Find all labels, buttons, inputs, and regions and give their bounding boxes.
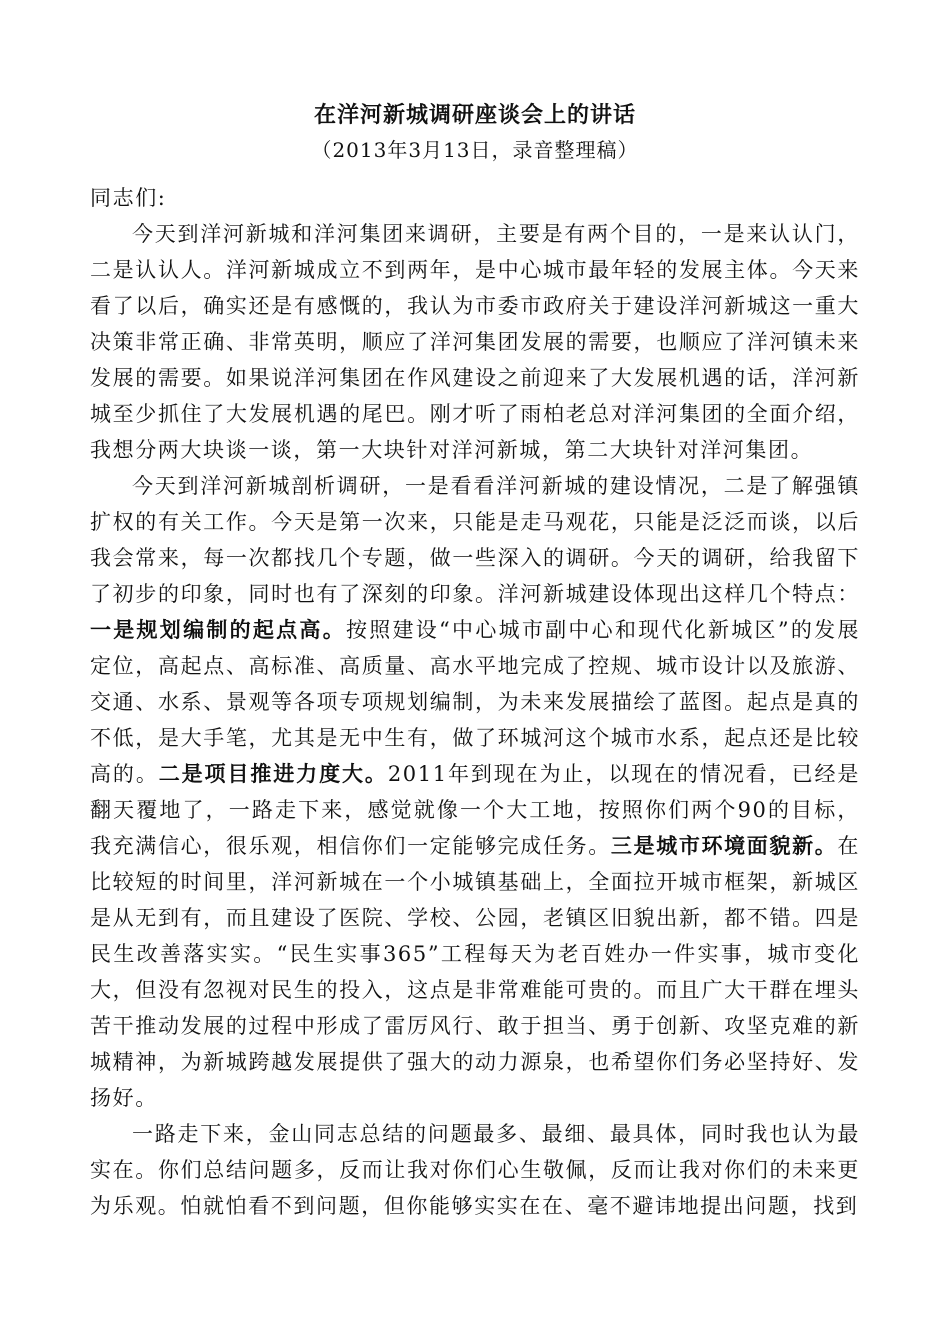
paragraph-2-intro: 今天到洋河新城剖析调研，一是看看洋河新城的建设情况，二是了解强镇扩权的有关工作。今天是第一次来，只能是走马观花，只能是泛泛而谈，以后我会常来，每一次都找几个专题，做一些深入的调研。今天的调研，给我留下了初步的印象，同时也有了深刻的印象。洋河新城建设体现出这样几个特点： <box>90 474 860 606</box>
salutation: 同志们: <box>90 186 167 210</box>
point-3-heading: 三是城市环境面貌新。 <box>610 833 838 858</box>
point-1-heading: 一是规划编制的起点高。 <box>90 617 346 642</box>
point-1-text: 按照建设“中心城市副中心和现代化新城区”的发展定位，高起点、高标准、高质量、高水平地完成了控规、城市设计以及旅游、交通、水系、景观等各项专项规划编制，为未来发展描绘了蓝图。起点是真的不低，是大手笔，尤其是无中生有，做了环城河这个城市水系，起点还是比较高的。 <box>90 618 860 786</box>
document-subtitle: （2013年3月13日，录音整理稿） <box>311 138 639 162</box>
document-body <box>90 180 860 1224</box>
paragraph-2 <box>90 468 860 1116</box>
paragraph-3: 一路走下来，金山同志总结的问题最多、最细、最具体，同时我也认为最实在。你们总结问题多，反而让我对你们心生敬佩，反而让我对你们的未来更为乐观。怕就怕看不到问题，但你能够实实在在、毫不避讳地提出问题，找到 <box>90 1122 860 1218</box>
point-3-text: 在比较短的时间里，洋河新城在一个小城镇基础上，全面拉开城市框架，新城区是从无到有，而且建设了医院、学校、公园，老镇区旧貌出新，都不错。四是民生改善落实实。“民生实事365”工程每天为老百姓办一件实事，城市变化大，但没有忽视对民生的投入，这点是非常难能可贵的。而且广大干群在埋头苦干推动发展的过程中形成了雷厉风行、敢于担当、勇于创新、攻坚克难的新城精神，为新城跨越发展提供了强大的动力源泉，也希望你们务必坚持好、发扬好。 <box>90 834 860 1110</box>
point-2-text: 2011年到现在为止，以现在的情况看，已经是翻天覆地了，一路走下来，感觉就像一个大工地，按照你们两个90的目标，我充满信心，很乐观，相信你们一定能够完成任务。 <box>90 762 860 858</box>
point-2-heading: 二是项目推进力度大。 <box>158 761 388 786</box>
document-title: 在洋河新城调研座谈会上的讲话 <box>313 102 636 128</box>
paragraph-1: 今天到洋河新城和洋河集团来调研，主要是有两个目的，一是来认认门，二是认认人。洋河新城成立不到两年，是中心城市最年轻的发展主体。今天来看了以后，确实还是有感慨的，我认为市委市政府关于建设洋河新城这一重大决策非常正确、非常英明，顺应了洋河集团发展的需要，也顺应了洋河镇未来发展的需要。如果说洋河集团在作风建设之前迎来了大发展机遇的话，洋河新城至少抓住了大发展机遇的尾巴。刚才听了雨柏老总对洋河集团的全面介绍，我想分两大块谈一谈，第一大块针对洋河新城，第二大块针对洋河集团。 <box>90 222 860 462</box>
